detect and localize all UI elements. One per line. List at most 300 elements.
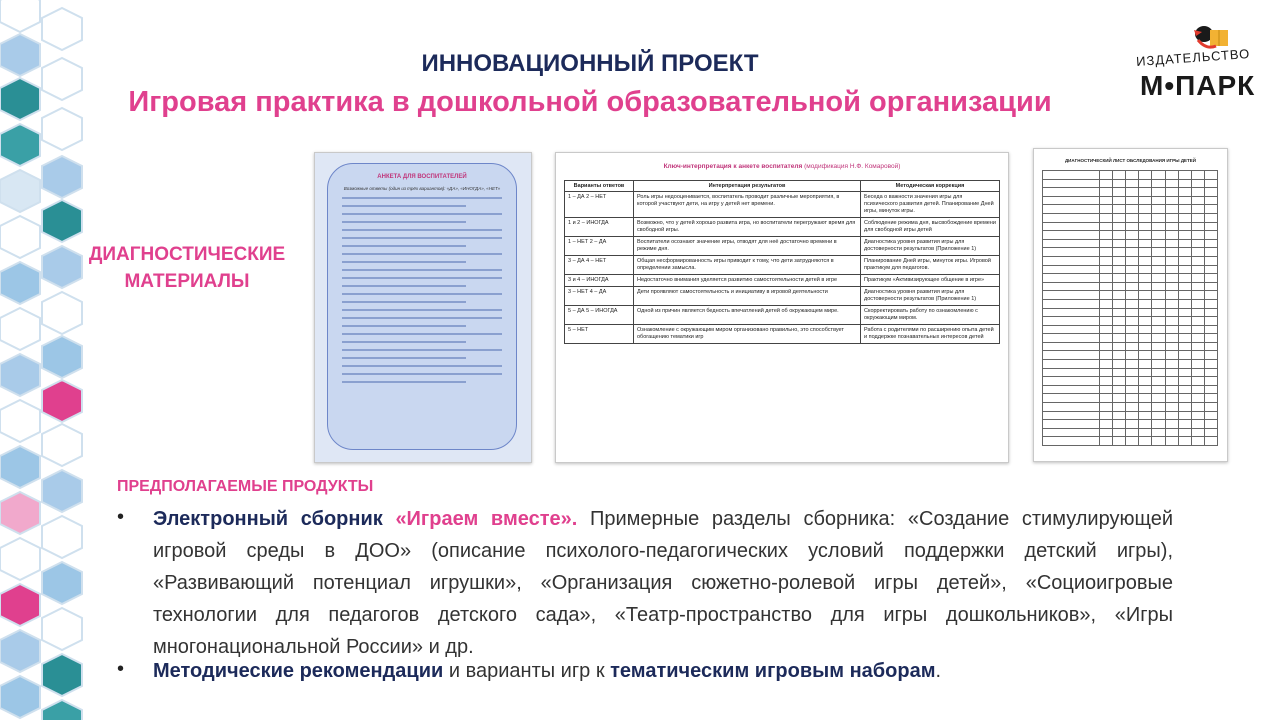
grid-cell xyxy=(1191,222,1204,231)
hexagon xyxy=(0,308,40,350)
hexagon xyxy=(0,216,40,258)
grid-cell xyxy=(1178,256,1191,265)
grid-row xyxy=(1043,351,1218,360)
grid-cell xyxy=(1152,411,1165,420)
grid-cell xyxy=(1191,282,1204,291)
table-cell: Соблюдение режима дня, высвобождение времени для свободной игры детей xyxy=(861,218,1000,237)
grid-cell xyxy=(1113,368,1126,377)
grid-cell xyxy=(1178,282,1191,291)
table-cell: Ознакомление с окружающим миром организовано правильно, это способствует обогащению тематики игр xyxy=(634,325,861,344)
grid-cell xyxy=(1139,171,1152,180)
grid-cell xyxy=(1191,411,1204,420)
product-recommendations-mid: и варианты игр к xyxy=(448,660,605,682)
key-table-title xyxy=(556,163,1008,170)
table-cell: 3 и 4 – ИНОГДА xyxy=(565,275,634,287)
grid-cell xyxy=(1178,411,1191,420)
grid-row xyxy=(1043,205,1218,214)
grid-cell xyxy=(1113,239,1126,248)
grid-cell xyxy=(1126,179,1139,188)
grid-cell xyxy=(1126,428,1139,437)
grid-cell xyxy=(1165,317,1178,326)
grid-cell xyxy=(1204,222,1217,231)
grid-cell xyxy=(1152,299,1165,308)
text-line xyxy=(342,229,502,231)
grid-cell xyxy=(1165,213,1178,222)
grid-cell xyxy=(1126,171,1139,180)
hexagon xyxy=(42,700,82,720)
slide-title: ИННОВАЦИОННЫЙ ПРОЕКТ xyxy=(421,50,759,77)
table-row xyxy=(565,325,1000,344)
hexagon xyxy=(42,424,82,466)
grid-cell xyxy=(1165,377,1178,386)
grid-cell xyxy=(1178,196,1191,205)
key-table-title-main: Ключ-интерпретация к анкете воспитателя xyxy=(663,163,803,170)
grid-cell xyxy=(1113,437,1126,446)
grid-cell xyxy=(1100,265,1113,274)
grid-cell xyxy=(1191,179,1204,188)
grid-cell xyxy=(1100,385,1113,394)
grid-cell xyxy=(1126,411,1139,420)
grid-cell xyxy=(1178,179,1191,188)
hexagon xyxy=(42,516,82,558)
grid-cell xyxy=(1204,256,1217,265)
grid-cell xyxy=(1113,205,1126,214)
grid-cell xyxy=(1113,248,1126,257)
grid-cell xyxy=(1204,299,1217,308)
questionnaire-thumbnail xyxy=(314,152,532,463)
grid-cell xyxy=(1204,428,1217,437)
grid-cell xyxy=(1126,291,1139,300)
grid-cell xyxy=(1043,428,1100,437)
grid-cell xyxy=(1204,248,1217,257)
grid-cell xyxy=(1165,351,1178,360)
grid-cell xyxy=(1100,231,1113,240)
grid-cell xyxy=(1165,248,1178,257)
grid-cell xyxy=(1152,308,1165,317)
grid-cell xyxy=(1165,420,1178,429)
grid-cell xyxy=(1139,334,1152,343)
grid-cell xyxy=(1165,291,1178,300)
grid-cell xyxy=(1165,299,1178,308)
grid-cell xyxy=(1139,360,1152,369)
grid-cell xyxy=(1043,282,1100,291)
hexagon xyxy=(0,34,40,76)
grid-cell xyxy=(1152,351,1165,360)
publisher-logo xyxy=(1130,20,1260,105)
grid-cell xyxy=(1152,205,1165,214)
grid-cell xyxy=(1178,342,1191,351)
grid-cell xyxy=(1113,274,1126,283)
slide-subtitle: Игровая практика в дошкольной образовательной организации xyxy=(128,86,1052,118)
grid-cell xyxy=(1100,291,1113,300)
grid-cell xyxy=(1178,368,1191,377)
diagnostics-label-line1: ДИАГНОСТИЧЕСКИЕ xyxy=(88,244,286,265)
grid-cell xyxy=(1043,317,1100,326)
grid-cell xyxy=(1165,231,1178,240)
grid-cell xyxy=(1126,205,1139,214)
grid-cell xyxy=(1100,368,1113,377)
grid-cell xyxy=(1139,299,1152,308)
grid-cell xyxy=(1139,385,1152,394)
grid-cell xyxy=(1113,317,1126,326)
grid-cell xyxy=(1043,188,1100,197)
grid-cell xyxy=(1165,394,1178,403)
grid-cell xyxy=(1191,188,1204,197)
grid-cell xyxy=(1113,265,1126,274)
grid-row xyxy=(1043,171,1218,180)
text-line xyxy=(342,245,466,247)
grid-row xyxy=(1043,368,1218,377)
grid-cell xyxy=(1126,231,1139,240)
grid-cell xyxy=(1165,411,1178,420)
text-line xyxy=(342,381,466,383)
grid-cell xyxy=(1191,274,1204,283)
grid-cell xyxy=(1113,342,1126,351)
grid-cell xyxy=(1165,274,1178,283)
grid-cell xyxy=(1152,325,1165,334)
grid-cell xyxy=(1178,299,1191,308)
hexagon xyxy=(0,584,40,626)
diagnostic-grid-body xyxy=(1043,171,1218,446)
grid-cell xyxy=(1100,377,1113,386)
key-table-title-note: (модификация Н.Ф. Комаровой) xyxy=(804,163,901,170)
hexagon xyxy=(0,446,40,488)
grid-cell xyxy=(1139,231,1152,240)
table-cell: Общая несформированность игры приводит к тому, что дети затрудняются в определении замысла. xyxy=(634,256,861,275)
grid-cell xyxy=(1139,342,1152,351)
grid-row xyxy=(1043,256,1218,265)
questionnaire-frame xyxy=(327,163,517,450)
grid-cell xyxy=(1204,282,1217,291)
hexagon xyxy=(42,200,82,242)
hexagon xyxy=(42,562,82,604)
grid-cell xyxy=(1043,222,1100,231)
grid-cell xyxy=(1191,317,1204,326)
hexagon xyxy=(0,262,40,304)
grid-cell xyxy=(1204,171,1217,180)
grid-cell xyxy=(1204,394,1217,403)
grid-cell xyxy=(1113,299,1126,308)
grid-cell xyxy=(1152,428,1165,437)
grid-cell xyxy=(1126,196,1139,205)
grid-cell xyxy=(1139,394,1152,403)
grid-cell xyxy=(1100,360,1113,369)
grid-cell xyxy=(1139,291,1152,300)
grid-cell xyxy=(1043,196,1100,205)
table-cell: Скорректировать работу по ознакомлению с окружающим миром. xyxy=(861,306,1000,325)
grid-cell xyxy=(1126,403,1139,412)
grid-cell xyxy=(1113,351,1126,360)
grid-cell xyxy=(1152,188,1165,197)
grid-cell xyxy=(1126,360,1139,369)
grid-cell xyxy=(1152,196,1165,205)
grid-cell xyxy=(1152,171,1165,180)
text-line xyxy=(342,301,466,303)
grid-cell xyxy=(1139,420,1152,429)
grid-row xyxy=(1043,188,1218,197)
text-line xyxy=(342,237,502,239)
table-cell: Практикум «Активизирующее общение в игре» xyxy=(861,275,1000,287)
grid-cell xyxy=(1043,411,1100,420)
grid-cell xyxy=(1043,351,1100,360)
text-line xyxy=(342,269,502,271)
grid-cell xyxy=(1043,239,1100,248)
grid-cell xyxy=(1152,231,1165,240)
grid-cell xyxy=(1126,239,1139,248)
grid-cell xyxy=(1152,394,1165,403)
table-cell: 5 – ДА 5 – ИНОГДА xyxy=(565,306,634,325)
grid-cell xyxy=(1100,403,1113,412)
grid-cell xyxy=(1100,411,1113,420)
grid-cell xyxy=(1178,205,1191,214)
product-item-collection xyxy=(153,503,1173,663)
grid-cell xyxy=(1152,282,1165,291)
grid-cell xyxy=(1152,291,1165,300)
grid-cell xyxy=(1165,171,1178,180)
grid-cell xyxy=(1100,420,1113,429)
grid-cell xyxy=(1165,196,1178,205)
grid-cell xyxy=(1043,334,1100,343)
grid-cell xyxy=(1191,342,1204,351)
table-cell: Диагностика уровня развития игры для достоверности результатов (Приложение 1) xyxy=(861,287,1000,306)
hexagon xyxy=(42,654,82,696)
product-collection-description: Примерные разделы сборника: «Создание стимулирующей игровой среды в ДОО» (описание психолого-педагогических условий поддержки детский игры), «Развивающий потенциал игрушки», «Организация сюжетно-ролевой игры детей», «Социоигровые технологии для педагогов детского сада», «Театр-пространство для игры дошкольников», «Игры многонациональной России» и др. xyxy=(153,508,1174,658)
grid-cell xyxy=(1113,179,1126,188)
grid-cell xyxy=(1178,171,1191,180)
grid-cell xyxy=(1126,299,1139,308)
diagnostics-label xyxy=(74,241,300,295)
grid-row xyxy=(1043,385,1218,394)
grid-cell xyxy=(1126,368,1139,377)
table-cell: Диагностика уровня развития игры для достоверности результатов (Приложение 1) xyxy=(861,237,1000,256)
grid-cell xyxy=(1043,179,1100,188)
grid-cell xyxy=(1191,351,1204,360)
hexagon xyxy=(0,170,40,212)
grid-cell xyxy=(1165,239,1178,248)
grid-cell xyxy=(1126,213,1139,222)
grid-cell xyxy=(1043,394,1100,403)
grid-cell xyxy=(1204,291,1217,300)
text-line xyxy=(342,205,466,207)
grid-cell xyxy=(1204,342,1217,351)
text-line xyxy=(342,309,502,311)
grid-cell xyxy=(1113,291,1126,300)
grid-cell xyxy=(1191,377,1204,386)
grid-cell xyxy=(1178,274,1191,283)
grid-cell xyxy=(1100,334,1113,343)
grid-cell xyxy=(1191,385,1204,394)
grid-cell xyxy=(1178,291,1191,300)
grid-cell xyxy=(1113,385,1126,394)
grid-cell xyxy=(1100,299,1113,308)
grid-cell xyxy=(1178,360,1191,369)
grid-cell xyxy=(1204,351,1217,360)
grid-cell xyxy=(1178,222,1191,231)
grid-cell xyxy=(1178,231,1191,240)
grid-cell xyxy=(1113,428,1126,437)
grid-cell xyxy=(1191,196,1204,205)
grid-cell xyxy=(1139,265,1152,274)
grid-cell xyxy=(1204,265,1217,274)
grid-cell xyxy=(1152,334,1165,343)
hexagon xyxy=(42,608,82,650)
hexagon xyxy=(42,380,82,422)
grid-cell xyxy=(1113,334,1126,343)
grid-cell xyxy=(1191,308,1204,317)
key-col-header: Варианты ответов xyxy=(565,181,634,192)
hexagon xyxy=(0,400,40,442)
grid-cell xyxy=(1191,394,1204,403)
text-line xyxy=(342,261,466,263)
grid-cell xyxy=(1043,171,1100,180)
grid-cell xyxy=(1152,239,1165,248)
table-cell: Работа с родителями по расширению опыта детей и поддержке познавательных интересов детей xyxy=(861,325,1000,344)
grid-cell xyxy=(1152,222,1165,231)
key-table xyxy=(564,180,1000,344)
grid-cell xyxy=(1204,274,1217,283)
grid-cell xyxy=(1113,360,1126,369)
grid-cell xyxy=(1165,205,1178,214)
grid-cell xyxy=(1191,403,1204,412)
grid-cell xyxy=(1126,317,1139,326)
grid-cell xyxy=(1204,179,1217,188)
hexagon xyxy=(42,156,82,198)
text-line xyxy=(342,357,466,359)
grid-cell xyxy=(1152,420,1165,429)
grid-cell xyxy=(1113,394,1126,403)
grid-cell xyxy=(1204,377,1217,386)
grid-cell xyxy=(1043,368,1100,377)
grid-cell xyxy=(1043,265,1100,274)
grid-row xyxy=(1043,179,1218,188)
grid-cell xyxy=(1139,256,1152,265)
grid-cell xyxy=(1165,265,1178,274)
grid-cell xyxy=(1139,205,1152,214)
grid-cell xyxy=(1126,420,1139,429)
grid-cell xyxy=(1043,325,1100,334)
table-cell: 3 – НЕТ 4 – ДА xyxy=(565,287,634,306)
grid-cell xyxy=(1139,179,1152,188)
grid-cell xyxy=(1100,205,1113,214)
grid-cell xyxy=(1204,239,1217,248)
grid-cell xyxy=(1178,213,1191,222)
table-row xyxy=(565,275,1000,287)
grid-cell xyxy=(1139,274,1152,283)
table-row xyxy=(565,218,1000,237)
hexagon xyxy=(0,538,40,580)
product-recommendations-end: . xyxy=(935,660,942,682)
grid-row xyxy=(1043,334,1218,343)
grid-cell xyxy=(1191,239,1204,248)
text-line xyxy=(342,213,502,215)
grid-cell xyxy=(1126,334,1139,343)
grid-cell xyxy=(1126,394,1139,403)
grid-row xyxy=(1043,239,1218,248)
grid-cell xyxy=(1165,282,1178,291)
grid-cell xyxy=(1139,188,1152,197)
grid-cell xyxy=(1178,420,1191,429)
grid-cell xyxy=(1139,437,1152,446)
text-line xyxy=(342,197,502,199)
grid-cell xyxy=(1191,231,1204,240)
grid-cell xyxy=(1126,274,1139,283)
text-line xyxy=(342,293,502,295)
grid-cell xyxy=(1043,403,1100,412)
hexagon xyxy=(0,492,40,534)
table-row xyxy=(565,287,1000,306)
grid-cell xyxy=(1178,239,1191,248)
grid-row xyxy=(1043,437,1218,446)
grid-cell xyxy=(1165,437,1178,446)
grid-cell xyxy=(1139,325,1152,334)
grid-cell xyxy=(1178,265,1191,274)
grid-cell xyxy=(1204,188,1217,197)
table-cell: Роль игры недооценивается, воспитатель проводит различные мероприятия, в которой участвуют дети, на игру у детей нет времени. xyxy=(634,192,861,218)
grid-cell xyxy=(1043,377,1100,386)
table-cell: 1 – ДА 2 – НЕТ xyxy=(565,192,634,218)
grid-row xyxy=(1043,222,1218,231)
grid-cell xyxy=(1126,377,1139,386)
grid-cell xyxy=(1100,282,1113,291)
grid-cell xyxy=(1043,274,1100,283)
product-item-recommendations xyxy=(153,656,1173,686)
grid-cell xyxy=(1100,342,1113,351)
grid-row xyxy=(1043,299,1218,308)
grid-row xyxy=(1043,317,1218,326)
grid-cell xyxy=(1100,213,1113,222)
grid-cell xyxy=(1191,256,1204,265)
grid-cell xyxy=(1178,394,1191,403)
grid-cell xyxy=(1152,256,1165,265)
text-line xyxy=(342,333,502,335)
grid-cell xyxy=(1204,325,1217,334)
grid-cell xyxy=(1113,171,1126,180)
questionnaire-title: АНКЕТА ДЛЯ ВОСПИТАТЕЛЕЙ xyxy=(377,174,467,180)
grid-cell xyxy=(1165,308,1178,317)
grid-cell xyxy=(1113,213,1126,222)
grid-row xyxy=(1043,360,1218,369)
grid-cell xyxy=(1139,308,1152,317)
grid-cell xyxy=(1191,291,1204,300)
grid-cell xyxy=(1113,325,1126,334)
grid-cell xyxy=(1043,291,1100,300)
grid-cell xyxy=(1191,325,1204,334)
grid-cell xyxy=(1139,411,1152,420)
hexagon xyxy=(42,292,82,334)
key-col-header: Методическая коррекция xyxy=(861,181,1000,192)
hexagon xyxy=(42,470,82,512)
grid-cell xyxy=(1165,342,1178,351)
grid-cell xyxy=(1126,265,1139,274)
grid-cell xyxy=(1178,385,1191,394)
grid-cell xyxy=(1043,231,1100,240)
grid-cell xyxy=(1178,317,1191,326)
grid-cell xyxy=(1204,213,1217,222)
text-line xyxy=(342,253,502,255)
product-recommendations-sets: тематическим игровым наборам xyxy=(610,660,936,682)
grid-cell xyxy=(1204,334,1217,343)
grid-cell xyxy=(1113,222,1126,231)
grid-cell xyxy=(1204,317,1217,326)
grid-cell xyxy=(1204,403,1217,412)
table-cell: 1 – НЕТ 2 – ДА xyxy=(565,237,634,256)
grid-cell xyxy=(1113,282,1126,291)
grid-cell xyxy=(1100,308,1113,317)
grid-row xyxy=(1043,420,1218,429)
questionnaire-subtitle: Возможные ответы (один из трёх вариантов): «ДА», «ИНОГДА», «НЕТ» xyxy=(343,186,501,191)
grid-cell xyxy=(1191,248,1204,257)
grid-cell xyxy=(1100,394,1113,403)
